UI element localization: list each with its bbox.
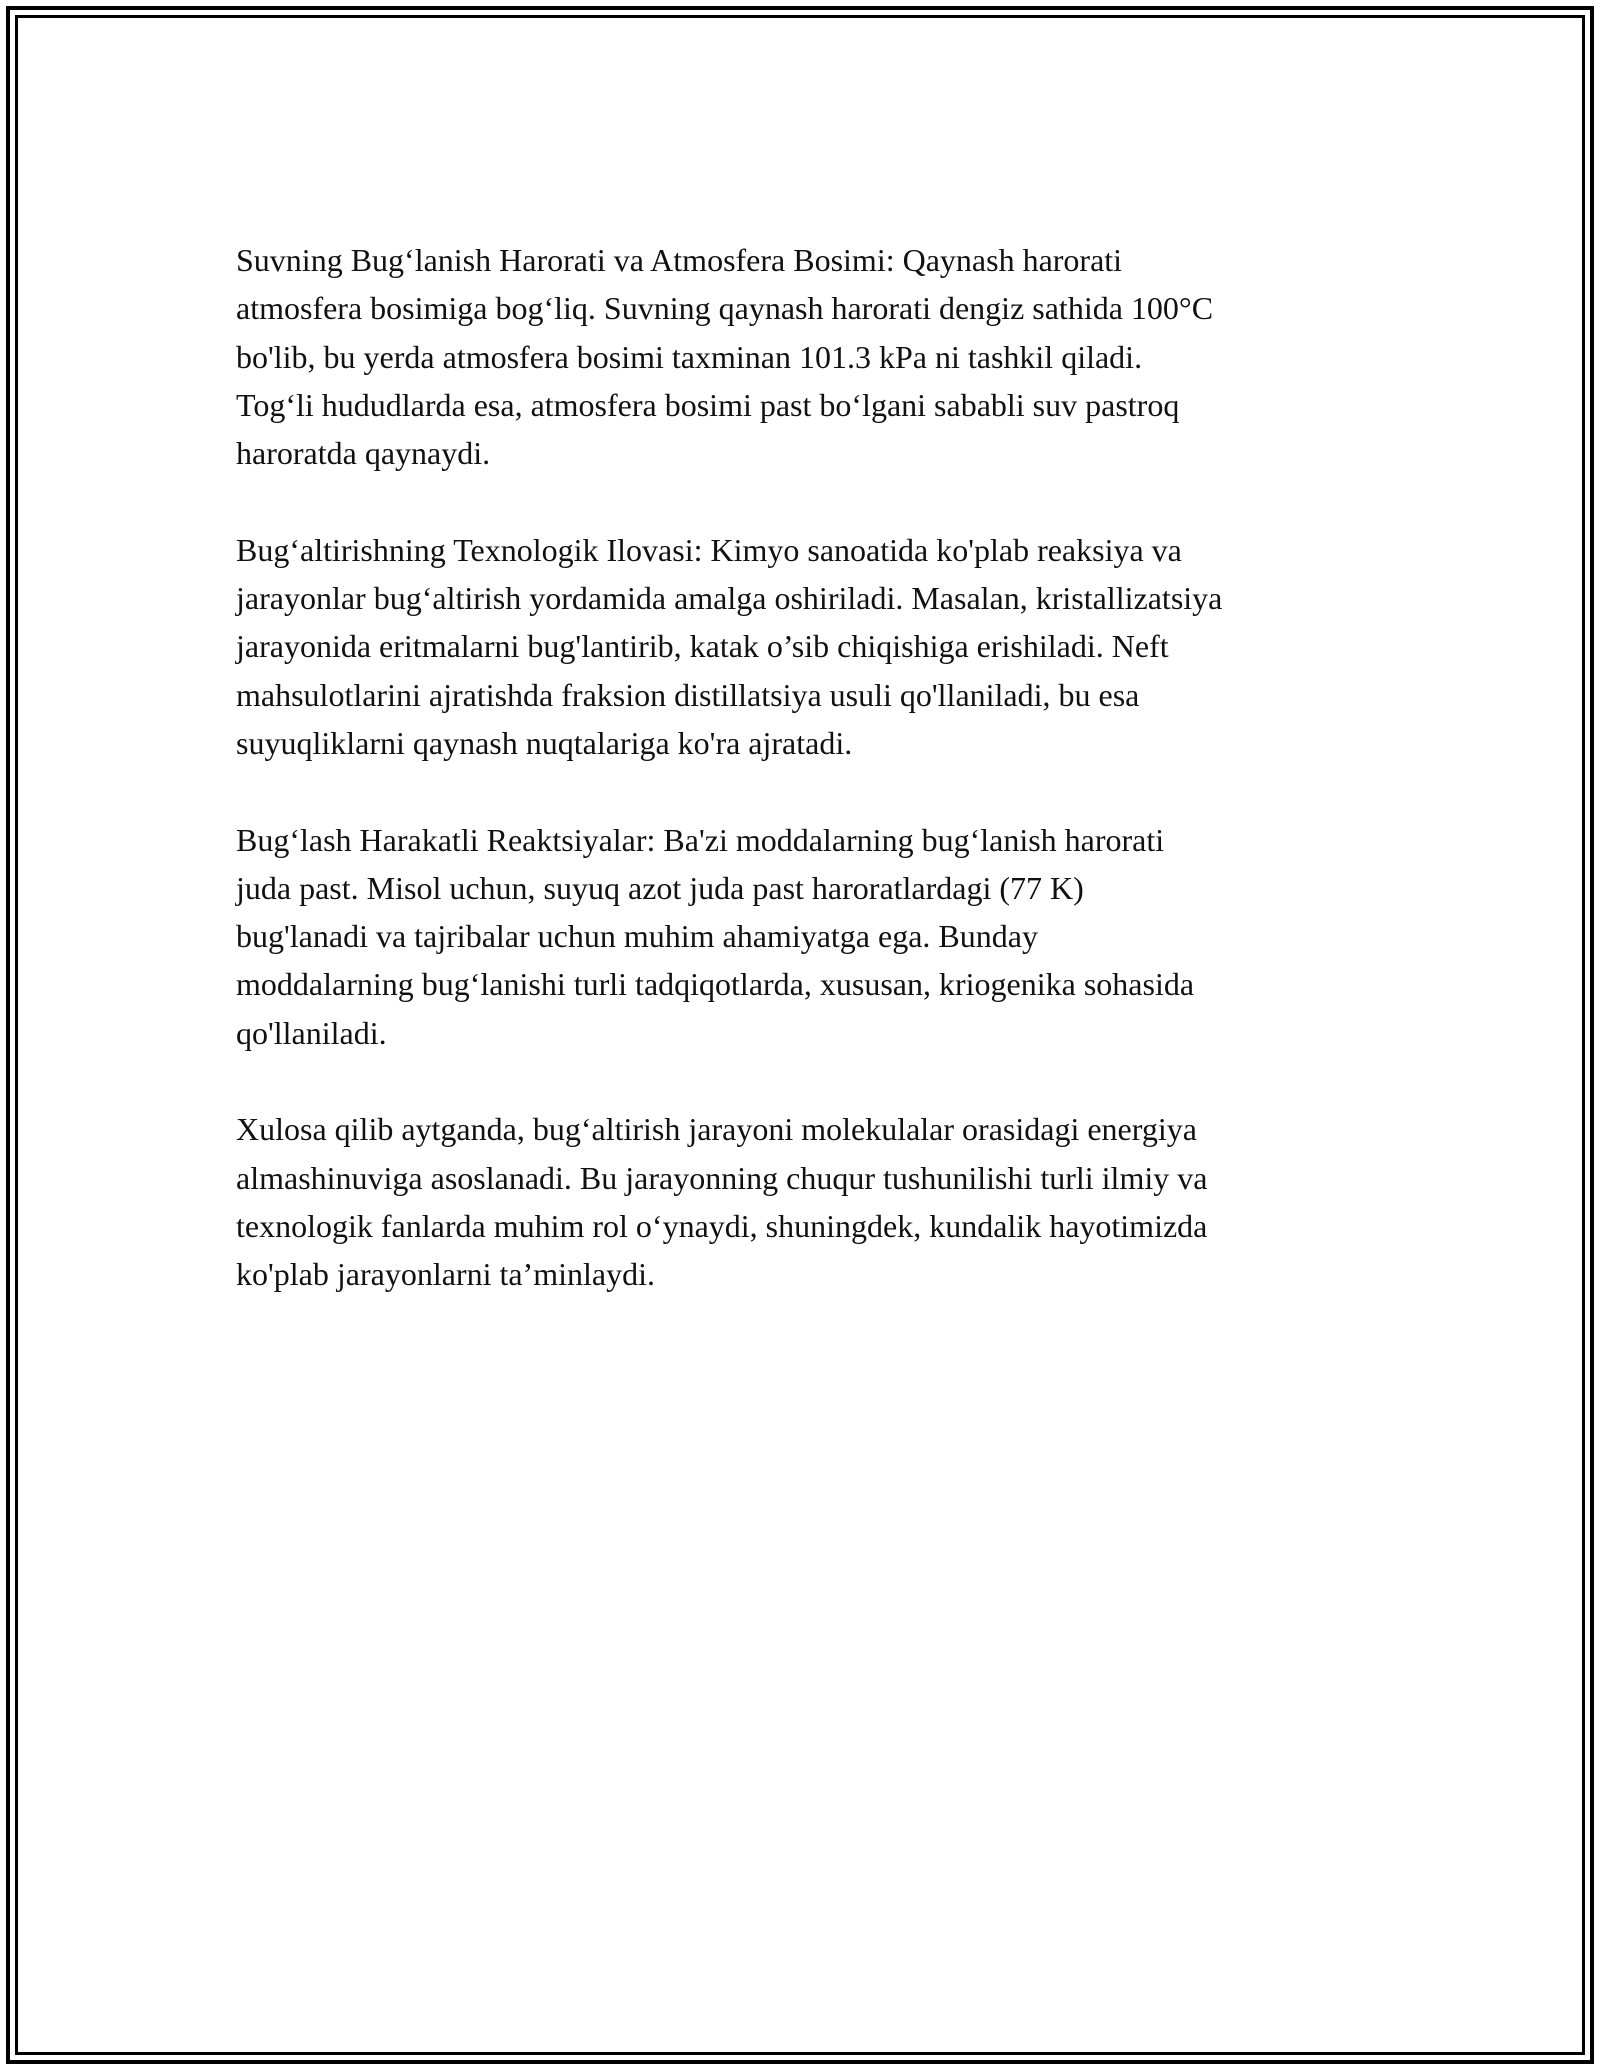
document-body bbox=[236, 236, 1376, 1347]
paragraph-evaporation-reactions bbox=[236, 816, 1376, 1057]
text-line: almashinuviga asoslanadi. Bu jarayonning chuqur tushunilishi turli ilmiy va bbox=[236, 1159, 1208, 1196]
text-line: jarayonlar bug‘altirish yordamida amalga oshiriladi. Masalan, kristallizatsiya bbox=[236, 580, 1223, 617]
text-line: ko'plab jarayonlarni ta’minlaydi. bbox=[236, 1256, 655, 1293]
text-line: qo'llaniladi. bbox=[236, 1014, 387, 1051]
text-line: Tog‘li hududlarda esa, atmosfera bosimi past bo‘lgani sababli suv pastroq bbox=[236, 386, 1180, 423]
text-line: Suvning Bug‘lanish Harorati va Atmosfera Bosimi: Qaynash harorati bbox=[236, 242, 1123, 278]
text-line: Xulosa qilib aytganda, bug‘altirish jarayoni molekulalar orasidagi energiya bbox=[236, 1111, 1197, 1148]
text-line: haroratda qaynaydi. bbox=[236, 435, 491, 472]
text-line: atmosfera bosimiga bog‘liq. Suvning qaynash harorati dengiz sathida 100°C bbox=[236, 290, 1214, 327]
paragraph-conclusion bbox=[236, 1105, 1376, 1298]
text-line: texnologik fanlarda muhim rol o‘ynaydi, shuningdek, kundalik hayotimizda bbox=[236, 1207, 1208, 1244]
paragraph-boiling-point-pressure bbox=[236, 236, 1376, 477]
paragraph-technological-application bbox=[236, 526, 1376, 767]
text-line: Bug‘lash Harakatli Reaktsiyalar: Ba'zi moddalarning bug‘lanish harorati bbox=[236, 821, 1165, 858]
text-line: Bug‘altirishning Texnologik Ilovasi: Kimyo sanoatida ko'plab reaksiya va bbox=[236, 531, 1182, 568]
text-line: mahsulotlarini ajratishda fraksion distillatsiya usuli qo'llaniladi, bu esa bbox=[236, 676, 1140, 713]
text-line: bug'lanadi va tajribalar uchun muhim ahamiyatga ega. Bunday bbox=[236, 918, 1038, 955]
text-line: juda past. Misol uchun, suyuq azot juda past haroratlardagi (77 K) bbox=[236, 869, 1084, 906]
text-line: bo'lib, bu yerda atmosfera bosimi taxminan 101.3 kPa ni tashkil qiladi. bbox=[236, 338, 1143, 375]
text-line: suyuqliklarni qaynash nuqtalariga ko'ra ajratadi. bbox=[236, 724, 853, 761]
text-line: jarayonida eritmalarni bug'lantirib, katak o’sib chiqishiga erishiladi. Neft bbox=[236, 628, 1169, 665]
text-line: moddalarning bug‘lanishi turli tadqiqotlarda, xususan, kriogenika sohasida bbox=[236, 966, 1195, 1003]
